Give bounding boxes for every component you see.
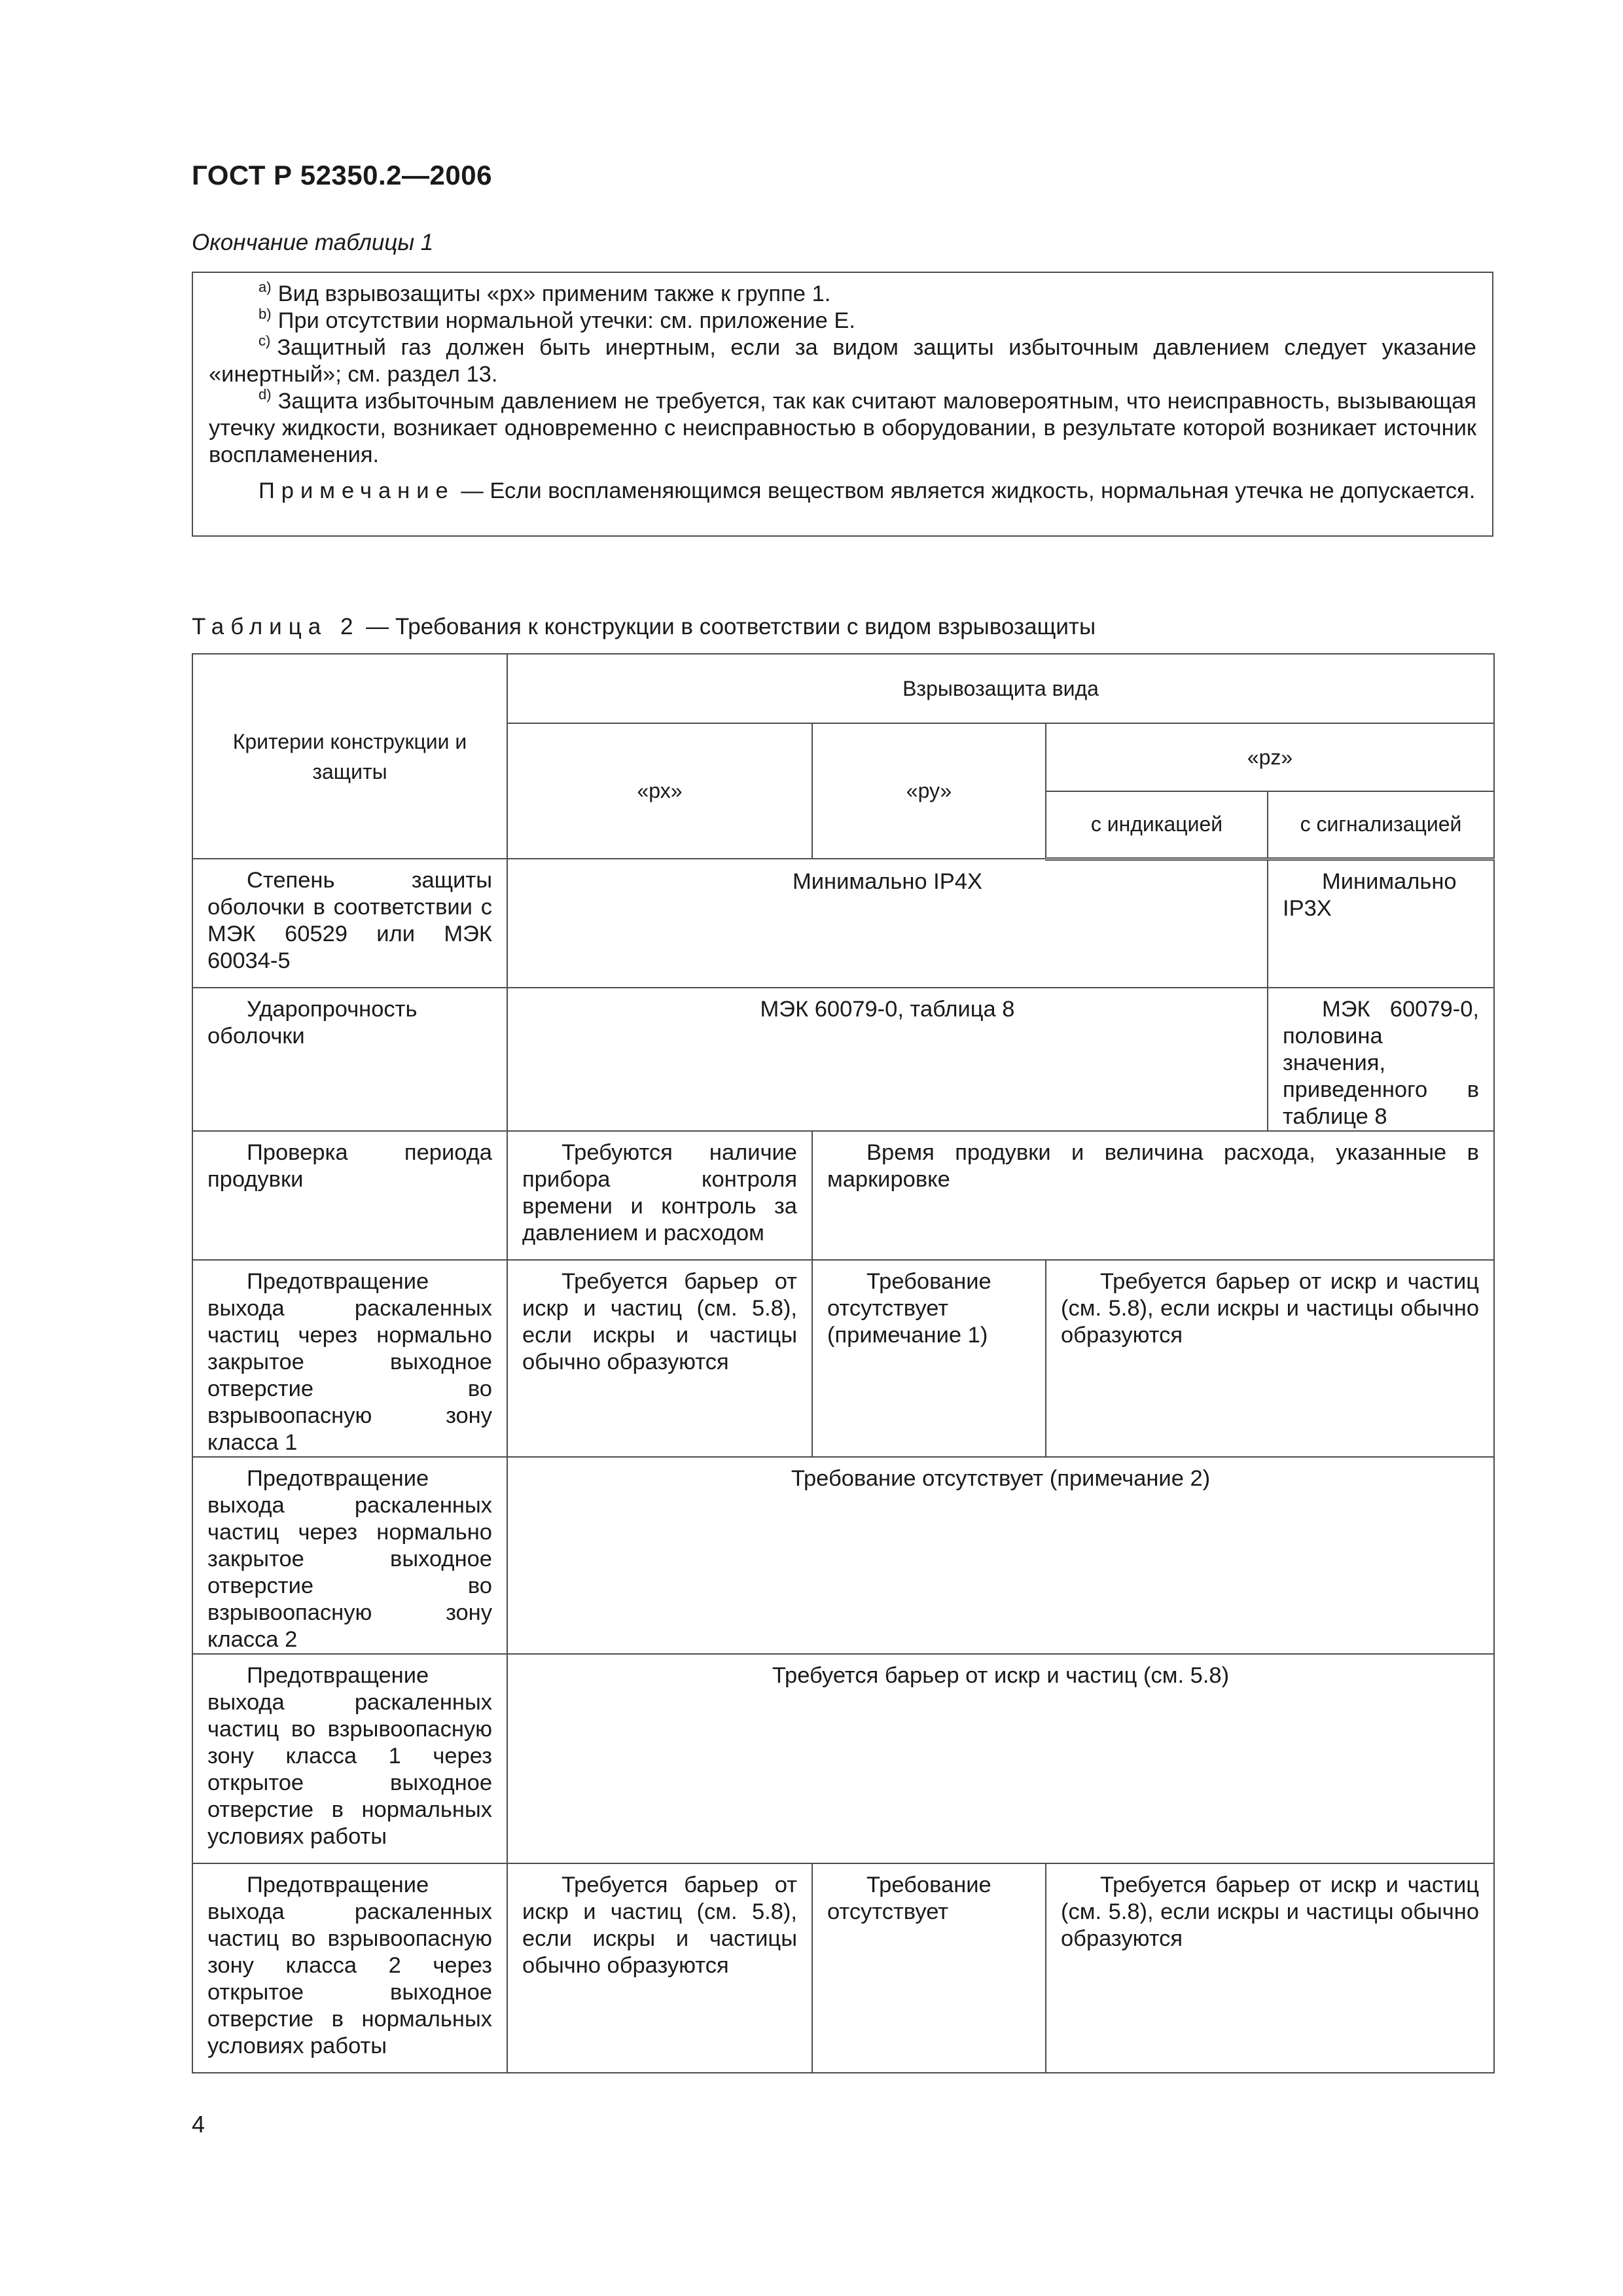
value-cell: Требование отсутствует (примечание 1)	[812, 1260, 1046, 1457]
criterion-cell: Степень защиты оболочки в соответствии с МЭК 60529 или МЭК 60034-5	[192, 859, 507, 988]
value-cell: Требование отсутствует (примечание 2)	[507, 1457, 1494, 1654]
criterion-cell: Ударопрочность оболочки	[192, 988, 507, 1131]
footnote-text: При отсутствии нормальной утечки: см. приложение E.	[277, 308, 855, 333]
note-label: Примечание	[259, 478, 455, 503]
px-header: «рх»	[507, 723, 812, 859]
criteria-header: Критерии конструкции и защиты	[192, 654, 507, 859]
criterion-cell: Предотвращение выхода раскаленных частиц во взрывоопасную зону класса 1 через открытое выходное отверстие в нормальных условиях работы	[192, 1654, 507, 1863]
value-cell: Требуется барьер от искр и частиц (см. 5.8), если искры и частицы обычно образуются	[507, 1863, 812, 2073]
value-cell: Требуется барьер от искр и частиц (см. 5.8), если искры и частицы обычно образуются	[1046, 1260, 1494, 1457]
table-row	[192, 1457, 1494, 1654]
value-cell: МЭК 60079-0, половина значения, приведенного в таблице 8	[1268, 988, 1494, 1131]
table-row	[192, 1863, 1494, 2073]
table2-header-row-1	[192, 654, 1494, 723]
pz-alarm-header: с сигнализацией	[1268, 791, 1494, 859]
footnote-b	[209, 308, 1476, 334]
criterion-cell: Предотвращение выхода раскаленных частиц через нормально закрытое выходное отверстие во взрывоопасную зону класса 2	[192, 1457, 507, 1654]
table2	[192, 653, 1495, 2073]
value-cell: Требуется барьер от искр и частиц (см. 5.8), если искры и частицы обычно образуются	[507, 1260, 812, 1457]
criterion-cell: Проверка периода продувки	[192, 1131, 507, 1260]
footnote-mark: c)	[259, 332, 271, 349]
table-row	[192, 988, 1494, 1131]
criterion-cell: Предотвращение выхода раскаленных частиц во взрывоопасную зону класса 2 через открытое выходное отверстие в нормальных условиях работы	[192, 1863, 507, 2073]
table-row	[192, 859, 1494, 988]
value-cell: Минимально IP3X	[1268, 859, 1494, 988]
footnote-mark: d)	[259, 386, 272, 403]
footnote-c	[209, 334, 1476, 388]
table2-caption-label: Таблица 2	[192, 614, 360, 639]
footnote-a	[209, 281, 1476, 308]
table2-caption	[192, 614, 1096, 640]
note-text: — Если воспламеняющимся веществом является жидкость, нормальная утечка не допускается.	[454, 478, 1476, 503]
footnote-mark: a)	[259, 279, 272, 295]
py-header: «ру»	[812, 723, 1046, 859]
value-cell: МЭК 60079-0, таблица 8	[507, 988, 1268, 1131]
footnote-text: Защита избыточным давлением не требуется, так как считают маловероятным, что неисправность, вызывающая утечку жидкости, возникает одновременно с неисправностью в оборудовании, в результате которой возникает источник воспламенения.	[209, 389, 1476, 467]
table-row	[192, 1260, 1494, 1457]
document-header: ГОСТ Р 52350.2—2006	[192, 160, 492, 190]
table1-note	[209, 478, 1476, 505]
page-number: 4	[192, 2111, 205, 2138]
footnote-text: Вид взрывозащиты «рх» применим также к группе 1.	[277, 281, 831, 306]
protection-type-header: Взрывозащита вида	[507, 654, 1494, 723]
value-cell: Требуется барьер от искр и частиц (см. 5.8)	[507, 1654, 1494, 1863]
table-row	[192, 1131, 1494, 1260]
table1-end-caption: Окончание таблицы 1	[192, 230, 434, 255]
value-cell: Время продувки и величина расхода, указанные в маркировке	[812, 1131, 1494, 1260]
footnote-text: Защитный газ должен быть инертным, если за видом защиты избыточным давлением следует указание «инертный»; см. раздел 13.	[209, 335, 1476, 387]
value-cell: Требуются наличие прибора контроля времени и контроль за давлением и расходом	[507, 1131, 812, 1260]
table1-footnotes-box	[192, 272, 1493, 537]
value-cell: Требуется барьер от искр и частиц (см. 5.8), если искры и частицы обычно образуются	[1046, 1863, 1494, 2073]
value-cell: Требование отсутствует	[812, 1863, 1046, 2073]
footnote-d	[209, 388, 1476, 469]
pz-indication-header: с индикацией	[1046, 791, 1268, 859]
footnote-mark: b)	[259, 306, 272, 322]
table2-caption-text: — Требования к конструкции в соответствии с видом взрывозащиты	[359, 614, 1096, 639]
table-row	[192, 1654, 1494, 1863]
value-cell: Минимально IP4X	[507, 859, 1268, 988]
criterion-cell: Предотвращение выхода раскаленных частиц через нормально закрытое выходное отверстие во взрывоопасную зону класса 1	[192, 1260, 507, 1457]
pz-header: «pz»	[1046, 723, 1494, 791]
